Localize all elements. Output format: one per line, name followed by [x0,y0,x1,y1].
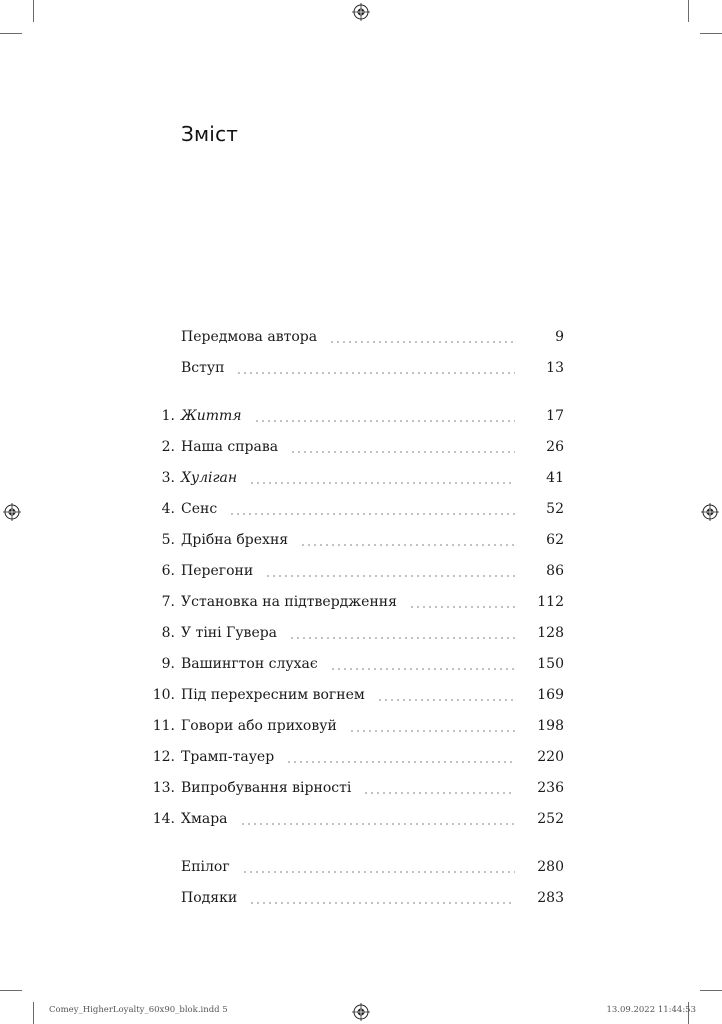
toc-leader-dots [254,420,515,422]
crop-mark-bottom-left [33,1002,34,1024]
crop-mark-left-top [0,33,22,34]
toc-entry-number: 10. [152,687,175,703]
toc-entry-number: 3. [161,470,175,486]
toc-entry-title: Під перехресним вогнем [181,687,365,703]
crop-mark-right-bottom [700,990,722,991]
toc-entry-title: Хуліган [181,470,238,486]
toc-entry-page: 26 [546,439,564,455]
toc-entry-number: 5. [161,532,175,548]
toc-entry-number: 8. [161,625,175,641]
toc-entry [0,556,722,587]
toc-entry-page: 252 [537,811,564,827]
toc-entry [0,680,722,711]
toc-entry-title: Вступ [181,360,225,376]
toc-entry [0,711,722,742]
toc-entry-page: 112 [537,594,564,610]
toc-entry-page: 52 [546,501,564,517]
toc-entry-number: 11. [152,718,175,734]
toc-leader-dots [349,730,515,732]
toc-leader-dots [330,668,515,670]
toc-leader-dots [290,451,515,453]
toc-entry-title: Випробування вірності [181,780,352,796]
toc-leader-dots [300,544,515,546]
toc-entry-title: Подяки [181,890,238,906]
toc-entry [0,883,722,914]
toc-entry-page: 13 [546,360,564,376]
toc-entry-title: Передмова автора [181,329,318,345]
toc-entry-page: 9 [555,329,564,345]
crop-mark-left-bottom [0,990,22,991]
toc-entry [0,322,722,353]
toc-entry [0,804,722,835]
toc-entry-page: 62 [546,532,564,548]
toc-entry-page: 41 [546,470,564,486]
toc-entry-title: Життя [181,408,242,424]
toc-entry [0,587,722,618]
toc-leader-dots [229,513,515,515]
toc-chapters [0,401,722,835]
toc-entry-title: Сенс [181,501,218,517]
toc-entry-number: 12. [152,749,175,765]
toc-entry-number: 2. [161,439,175,455]
toc-entry-title: Епілог [181,859,230,875]
toc-entry-number: 4. [161,501,175,517]
toc-entry-title: Перегони [181,563,254,579]
toc-entry [0,852,722,883]
toc-entry-number: 7. [161,594,175,610]
toc-entry [0,773,722,804]
toc-entry-page: 86 [546,563,564,579]
toc-entry-number: 6. [161,563,175,579]
toc-leader-dots [409,606,515,608]
toc-entry [0,432,722,463]
file-slug: Comey_HigherLoyalty_60x90_blok.indd 5 [49,1005,228,1015]
toc-entry-number: 9. [161,656,175,672]
toc-entry [0,353,722,384]
toc-back-matter [0,852,722,914]
toc-entry-page: 236 [537,780,564,796]
toc-entry-page: 283 [537,890,564,906]
toc-entry [0,463,722,494]
toc-entry-page: 220 [537,749,564,765]
toc-entry-title: У тіні Гувера [181,625,278,641]
crop-mark-right-top [700,33,722,34]
toc-entry [0,401,722,432]
toc-leader-dots [236,372,515,374]
toc-entry-number: 13. [152,780,175,796]
toc-entry-page: 17 [546,408,564,424]
crop-mark-top-left [33,0,34,22]
toc-leader-dots [249,902,515,904]
toc-leader-dots [240,823,515,825]
registration-mark-icon [352,3,370,21]
print-datetime: 13.09.2022 11:44:53 [606,1005,696,1015]
toc-entry-page: 280 [537,859,564,875]
registration-mark-icon [352,1003,370,1021]
toc-entry-page: 150 [537,656,564,672]
toc-entry [0,494,722,525]
toc-leader-dots [363,792,515,794]
toc-entry [0,649,722,680]
toc-entry-page: 128 [537,625,564,641]
toc-front-matter [0,322,722,384]
toc-entry-number: 14. [152,811,175,827]
page-title: Зміст [181,122,239,146]
toc-entry-number: 1. [161,408,175,424]
toc-leader-dots [249,482,515,484]
toc-entry-page: 198 [537,718,564,734]
toc-entry-title: Трамп-тауер [181,749,275,765]
toc-leader-dots [377,699,515,701]
toc-entry-title: Вашингтон слухає [181,656,318,672]
toc-entry-title: Говори або приховуй [181,718,337,734]
toc-leader-dots [286,761,515,763]
toc-entry [0,618,722,649]
toc-entry-page: 169 [537,687,564,703]
crop-mark-top-right [688,0,689,22]
toc-leader-dots [265,575,515,577]
toc-entry-title: Дрібна брехня [181,532,289,548]
toc-entry-title: Хмара [181,811,228,827]
toc-entry [0,742,722,773]
toc-entry-title: Установка на підтвердження [181,594,397,610]
toc-entry-title: Наша справа [181,439,279,455]
toc-leader-dots [242,871,515,873]
toc-entry [0,525,722,556]
toc-leader-dots [289,637,515,639]
toc-leader-dots [329,341,515,343]
